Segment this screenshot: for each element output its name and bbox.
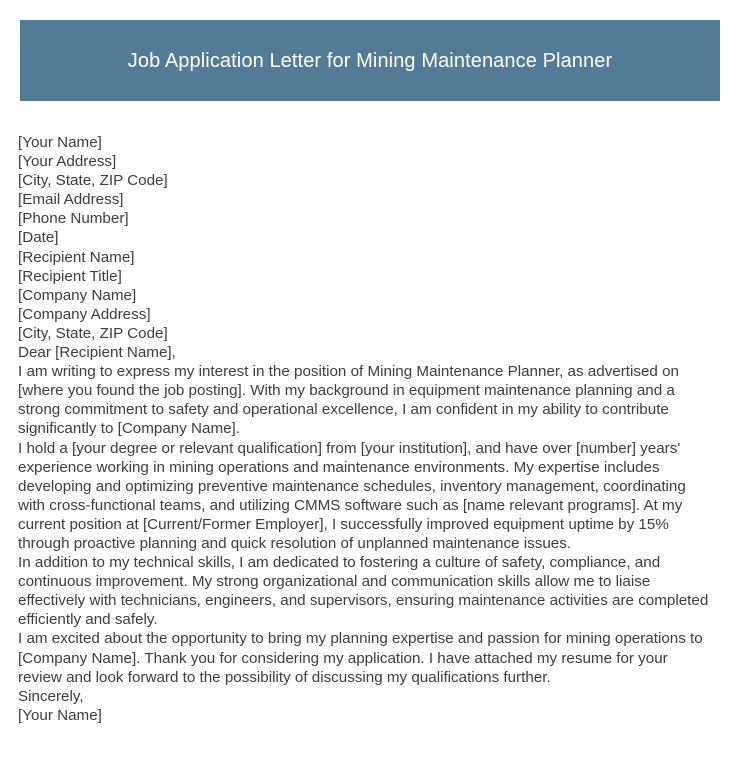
page-title: Job Application Letter for Mining Maintenance Planner bbox=[127, 49, 613, 72]
sender-line: [Your Name] bbox=[18, 134, 102, 151]
recipient-line: [City, State, ZIP Code] bbox=[18, 324, 168, 342]
sender-line: [Email Address] bbox=[18, 191, 124, 209]
body-paragraph: I am writing to express my interest in the position of Mining Maintenance Planner, as advertised on [where you found the job posting]. With my background in equipment maintenance planning and a strong commitment to safety and operational excellence, I am confident in my ability to contribute significantly to [Company Name]. bbox=[18, 363, 679, 438]
sender-address-block bbox=[18, 133, 718, 248]
sender-line: [Date] bbox=[18, 229, 59, 247]
sender-line: [City, State, ZIP Code] bbox=[18, 172, 168, 190]
recipient-line: [Company Address] bbox=[18, 305, 151, 323]
letter-body bbox=[18, 133, 718, 725]
salutation: Dear [Recipient Name], bbox=[18, 344, 176, 362]
body-paragraph: In addition to my technical skills, I am dedicated to fostering a culture of safety, compliance, and continuous improvement. My strong organizational and communication skills allow me to liaise effectively with technicians, engineers, and supervisors, ensuring maintenance activities are completed efficiently and safely. bbox=[18, 554, 709, 629]
document-title-banner bbox=[20, 20, 720, 101]
recipient-line: [Recipient Title] bbox=[18, 267, 122, 285]
sender-line: [Your Address] bbox=[18, 153, 117, 171]
signature: [Your Name] bbox=[18, 706, 102, 724]
recipient-line: [Company Name] bbox=[18, 286, 137, 304]
recipient-address-block bbox=[18, 248, 718, 343]
body-paragraph: I am excited about the opportunity to bring my planning expertise and passion for mining operations to [Company Name]. Thank you for considering my application. I have attached my resume for your review and look forward to the possibility of discussing my qualifications further. bbox=[18, 630, 703, 686]
recipient-line: [Recipient Name] bbox=[18, 248, 135, 266]
sender-line: [Phone Number] bbox=[18, 210, 129, 228]
body-paragraph: I hold a [your degree or relevant qualification] from [your institution], and have over [number] years' experience working in mining operations and maintenance environments. My expertise includes developing and optimizing preventive maintenance schedules, inventory management, coordinating with cross-functional teams, and utilizing CMMS software such as [name relevant programs]. At my current position at [Current/Former Employer], I successfully improved equipment uptime by 15% through proactive planning and quick resolution of unplanned maintenance issues. bbox=[18, 439, 686, 552]
closing: Sincerely, bbox=[18, 687, 84, 705]
